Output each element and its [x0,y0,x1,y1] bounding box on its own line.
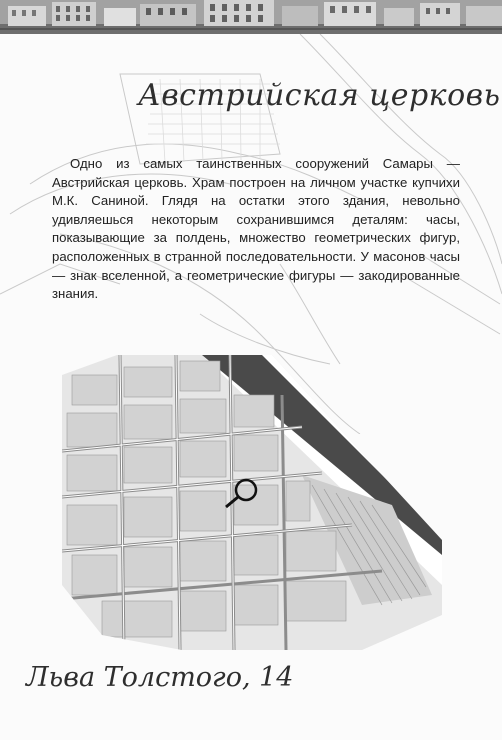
street-map [62,355,442,650]
city-panorama-banner [0,0,502,34]
body-paragraph: Одно из самых таинственных сооружений Самары — Австрийская церковь. Храм построен на личном участке купчихи М.К. Саниной. Глядя на остатки этого здания, невольно удивляешься некоторым сохранившимся деталям: часы, показывающие за полдень, множество геометрических фигур, расположенных в странной последовательности. У масонов часы — знак вселенной, а геометрические фигуры — закодированные знания. [52,156,460,302]
address-caption: Льва Толстого, 14 [26,662,294,693]
page-title: Австрийская церковь [138,78,501,113]
